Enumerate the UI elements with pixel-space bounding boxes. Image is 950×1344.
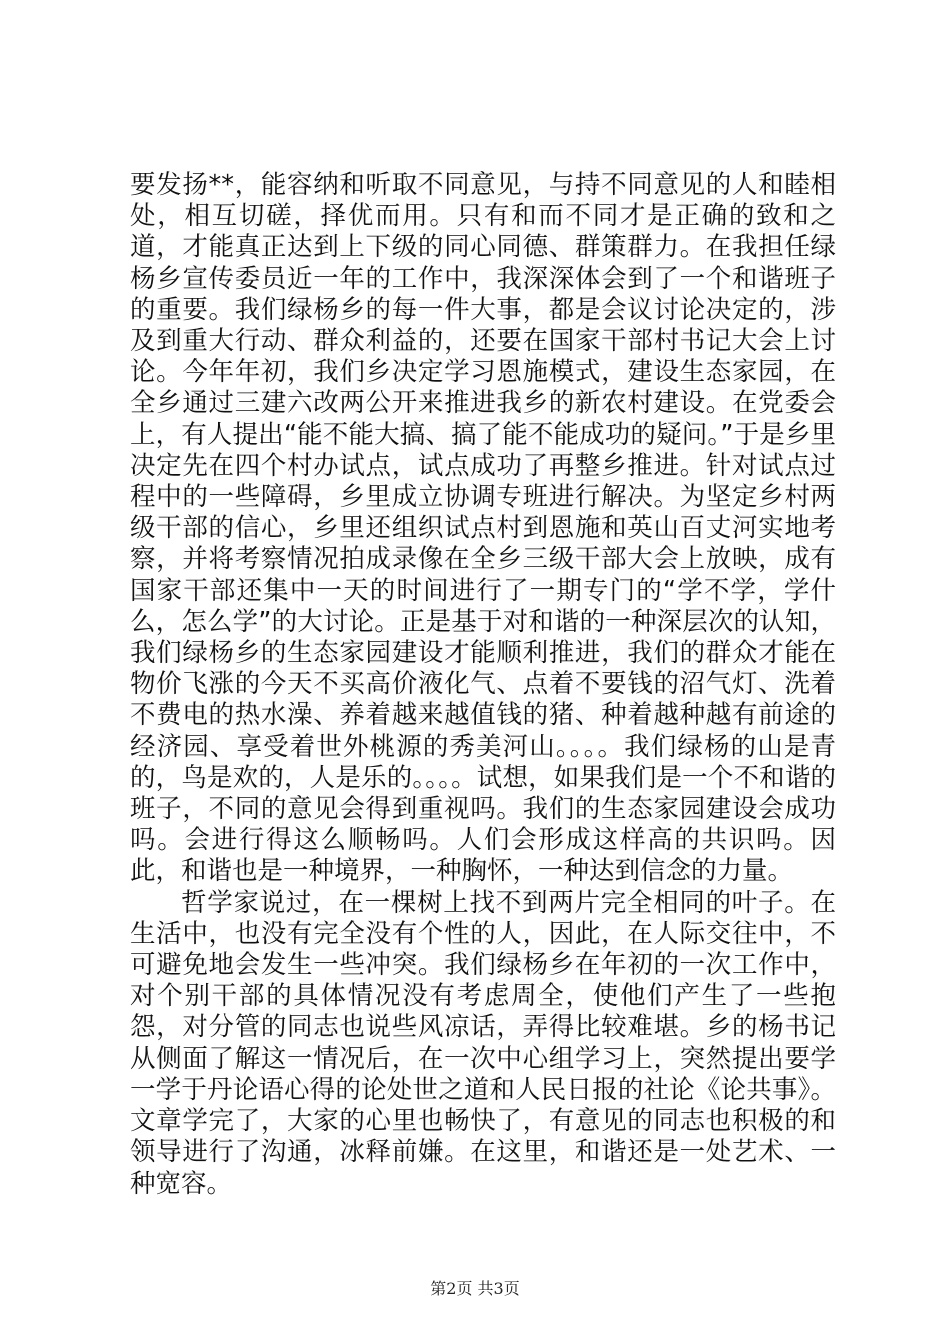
- paragraph-2: 哲学家说过，在一棵树上找不到两片完全相同的叶子。在生活中，也没有完全没有个性的人，因此，在人际交往中，不可避免地会发生一些冲突。我们绿杨乡在年初的一次工作中，对个别干部的具体情况没有考虑周全，使他们产生了一些抱怨，对分管的同志也说些风凉话，弄得比较难堪。乡的杨书记从侧面了解这一情况后，在一次中心组学习上，突然提出要学一学于丹论语心得的论处世之道和人民日报的社论《论共事》。文章学完了，大家的心里也畅快了，有意见的同志也积极的和领导进行了沟通，冰释前嫌。在这里，和谐还是一处艺术、一种宽容。: [130, 887, 836, 1199]
- paragraph-1: 要发扬**，能容纳和听取不同意见，与持不同意见的人和睦相处，相互切磋，择优而用。只有和而不同才是正确的致和之道，才能真正达到上下级的同心同德、群策群力。在我担任绿杨乡宣传委员近一年的工作中，我深深体会到了一个和谐班子的重要。我们绿杨乡的每一件大事，都是会议讨论决定的，涉及到重大行动、群众利益的，还要在国家干部村书记大会上讨论。今年年初，我们乡决定学习恩施模式，建设生态家园，在全乡通过三建六改两公开来推进我乡的新农村建设。在党委会上，有人提出“能不能大搞、搞了能不能成功的疑问。”于是乡里决定先在四个村办试点，试点成功了再整乡推进。针对试点过程中的一些障碍，乡里成立协调专班进行解决。为坚定乡村两级干部的信心，乡里还组织试点村到恩施和英山百丈河实地考察，并将考察情况拍成录像在全乡三级干部大会上放映，成有国家干部还集中一天的时间进行了一期专门的“学不学，学什么，怎么学”的大讨论。正是基于对和谐的一种深层次的认知，我们绿杨乡的生态家园建设才能顺利推进，我们的群众才能在物价飞涨的今天不买高价液化气、点着不要钱的沼气灯、洗着不费电的热水澡、养着越来越值钱的猪、种着越种越有前途的经济园、享受着世外桃源的秀美河山。。。。我们绿杨的山是青的，鸟是欢的，人是乐的。。。。试想，如果我们是一个不和谐的班子，不同的意见会得到重视吗。我们的生态家园建设会成功吗。会进行得这么顺畅吗。人们会形成这样高的共识吗。因此，和谐也是一种境界，一种胸怀，一种达到信念的力量。: [130, 170, 836, 887]
- page-number-footer: 第2页 共3页: [430, 1279, 520, 1298]
- document-body: [130, 170, 836, 1200]
